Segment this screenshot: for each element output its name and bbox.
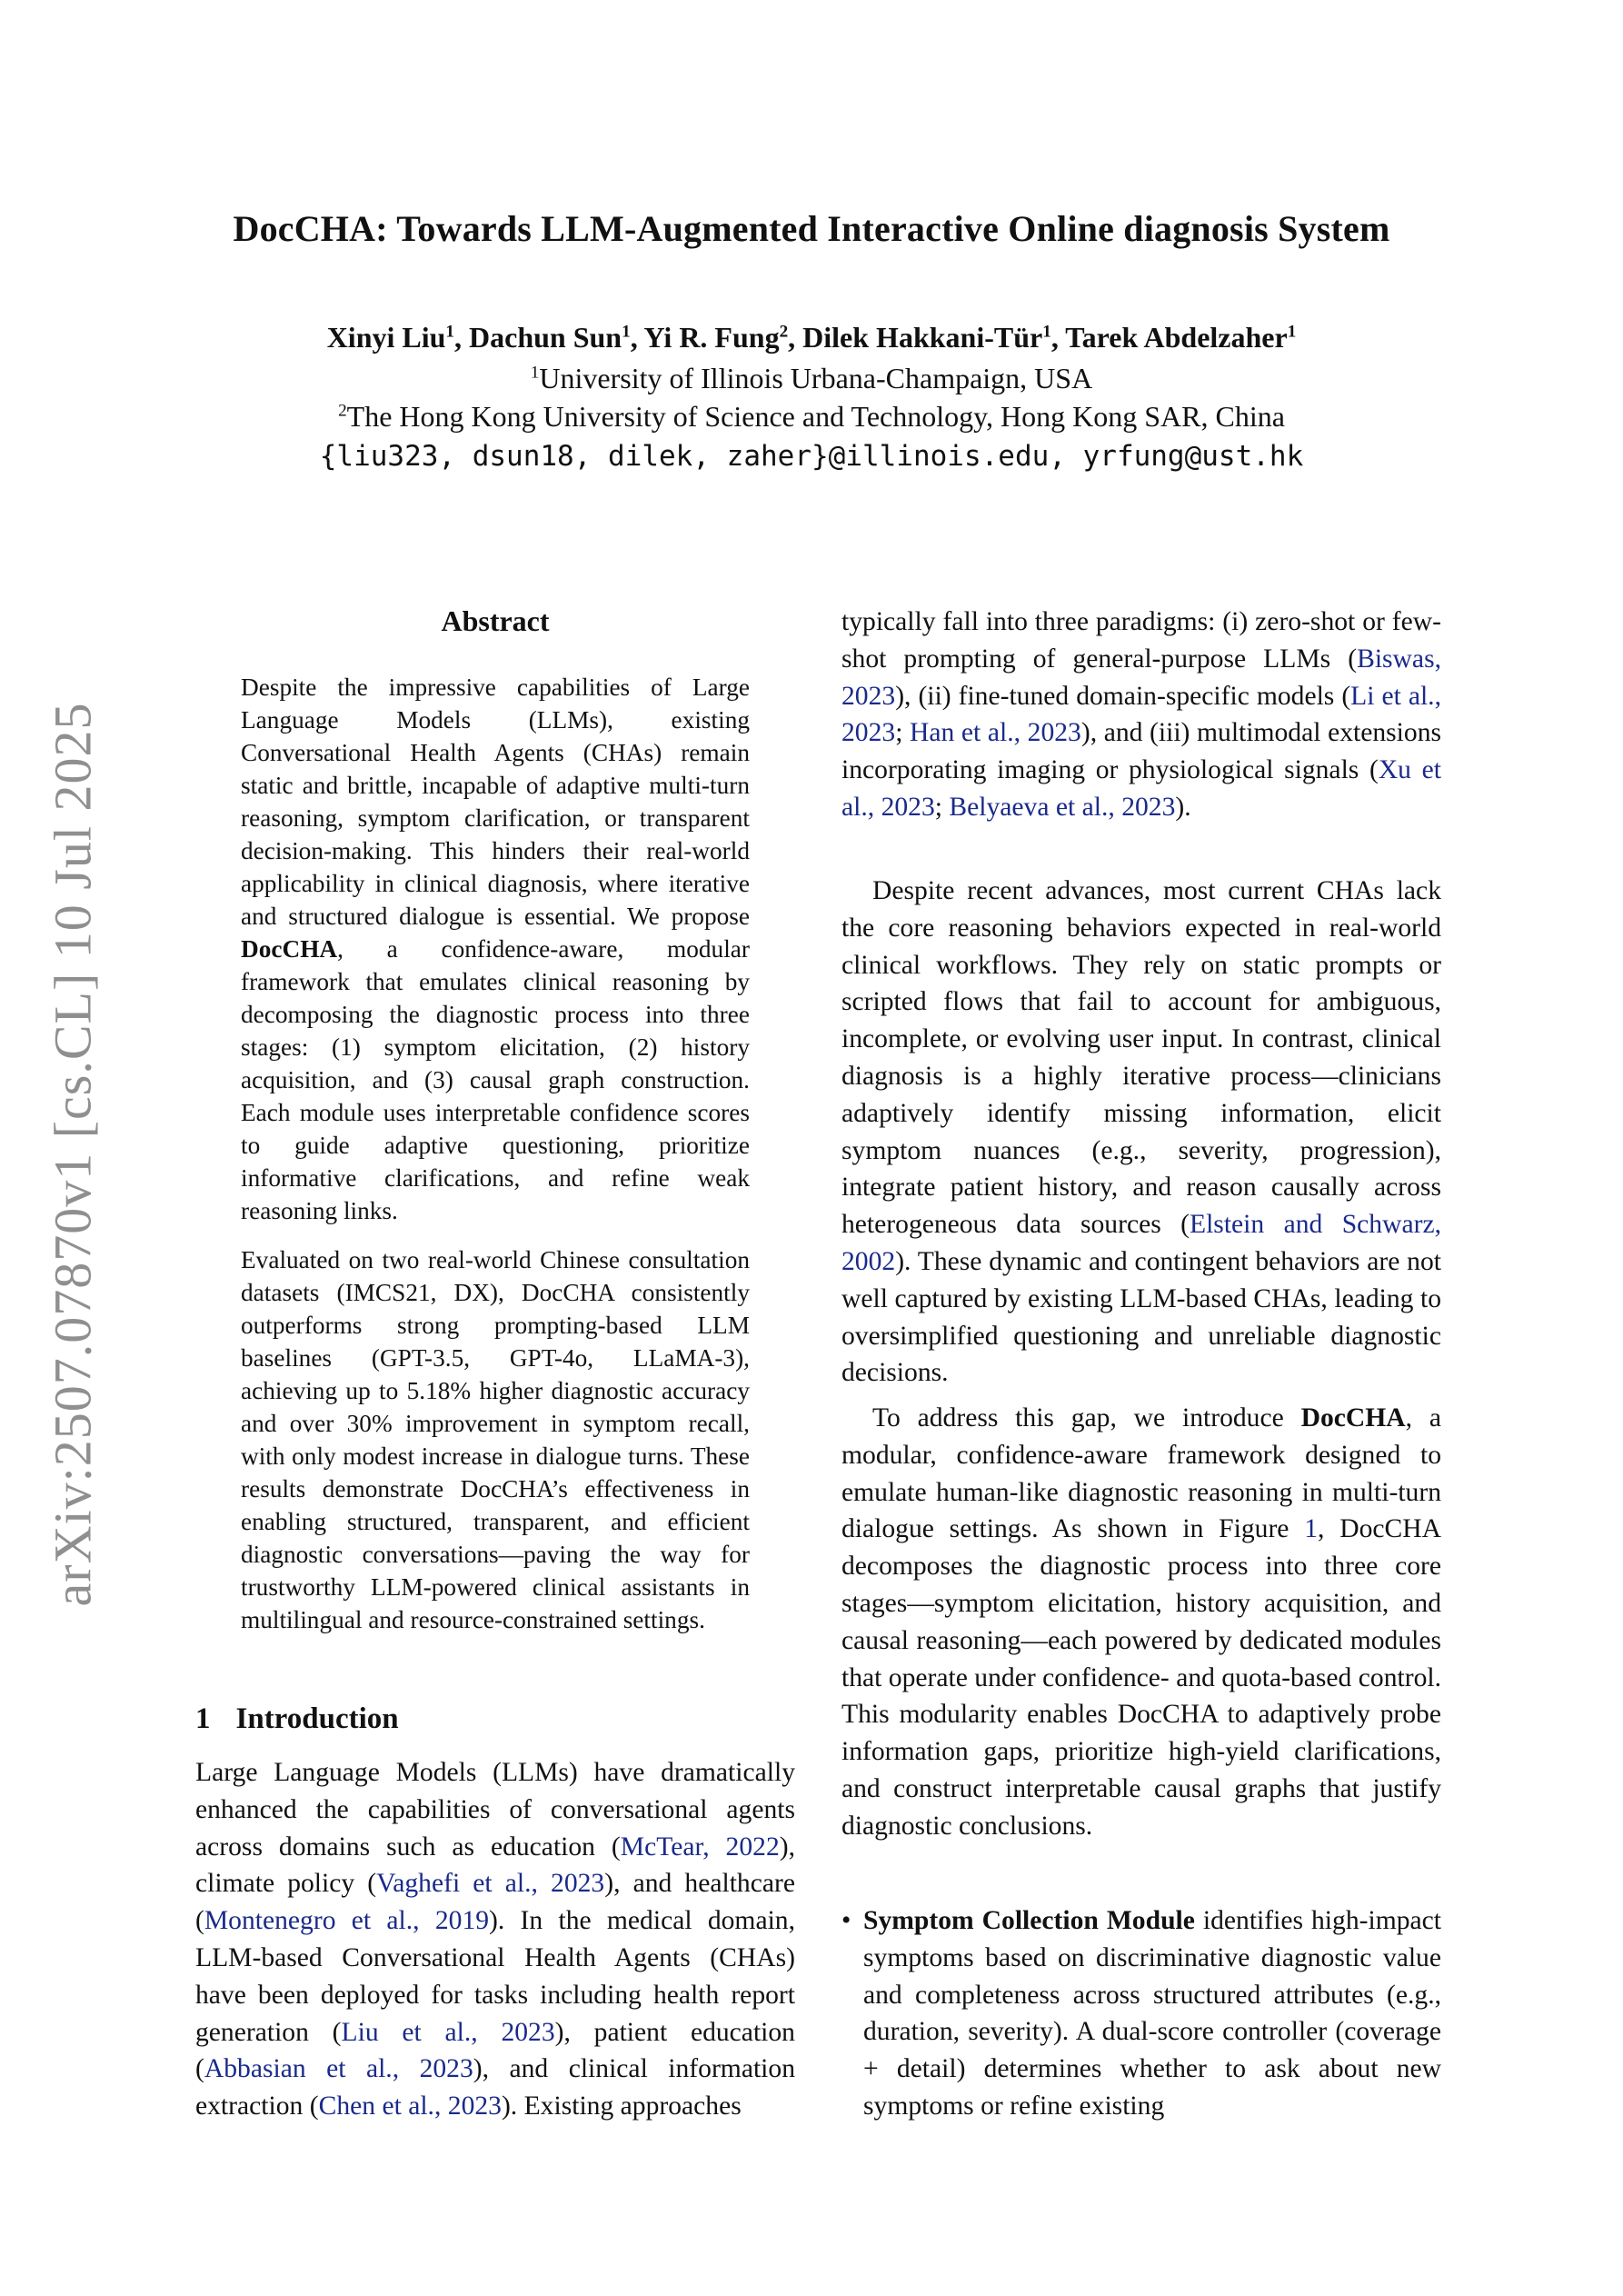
citation-link[interactable]: Elstein and Schwarz, 2002	[841, 1210, 1441, 1276]
author-name: Dilek Hakkani-Tür	[802, 321, 1043, 354]
abstract-paragraph-1: Despite the impressive capabilities of Large Language Models (LLMs), existing Conversational Health Agents (CHAs) remain static and brittle, incapable of adaptive multi-turn reasoning, symptom clarification, or transparent decision-making. This hinders their real-world applicability in clinical diagnosis, where iterative and structured dialogue is essential. We propose DocCHA, a confidence-aware, modular framework that emulates clinical reasoning by decomposing the diagnostic process into three stages: (1) symptom elicitation, (2) history acquisition, and (3) causal graph construction. Each module uses interpretable confidence scores to guide adaptive questioning, prioritize informative clarifications, and refine weak reasoning links.	[241, 674, 750, 1224]
section-number: 1	[195, 1702, 211, 1735]
citation-link[interactable]: Chen et al., 2023	[318, 2091, 502, 2121]
affiliation-mark: 2	[338, 401, 347, 421]
intro-paragraph-1: Large Language Models (LLMs) have dramatically enhanced the capabilities of conversational agents across domains such as education (McTear, 2022), climate policy (Vaghefi et al., 2023), and healthcare (Montenegro et al., 2019). In the medical domain, LLM-based Conversational Health Agents (CHAs) have been deployed for tasks including health report generation (Liu et al., 2023), patient education (Abbasian et al., 2023), and clinical information extraction (Chen et al., 2023). Existing approaches	[195, 1758, 796, 2121]
citation-link[interactable]: Biswas, 2023	[841, 644, 1441, 711]
intro-paragraph-3: To address this gap, we introduce DocCHA, a modular, confidence-aware framework designed to emulate human-like diagnostic reasoning in multi-turn dialogue settings. As shown in Figure 1, DocCHA decomposes the diagnostic process into three core stages—symptom elicitation, history acquisition, and causal reasoning—each powered by dedicated modules that operate under confidence- and quota-based control. This modularity enables DocCHA to adaptively probe information gaps, prioritize high-yield clarifications, and construct interpretable causal graphs that justify diagnostic conclusions.	[841, 1403, 1441, 1841]
citation-link[interactable]: Li et al., 2023	[841, 681, 1441, 748]
citation-link[interactable]: McTear, 2022	[620, 1832, 780, 1862]
citation-link[interactable]: Xu et al., 2023	[841, 755, 1441, 822]
section-heading-introduction	[195, 1702, 795, 1736]
affiliation-mark: 1	[445, 322, 454, 342]
abstract-paragraph-2: Evaluated on two real-world Chinese consultation datasets (IMCS21, DX), DocCHA consistently outperforms strong prompting-based LLM baselines (GPT-3.5, GPT-4o, LLaMA-3), achieving up to 5.18% higher diagnostic accuracy and over 30% improvement in symptom recall, with only modest increase in dialogue turns. These results demonstrate DocCHA’s effectiveness in enabling structured, transparent, and efficient diagnostic conversations—paving the way for trustworthy LLM-powered clinical assistants in multilingual and resource-constrained settings.	[241, 1246, 750, 1633]
system-name: DocCHA	[1300, 1403, 1406, 1433]
arxiv-sidebar	[32, 691, 114, 1618]
abstract-heading: Abstract	[441, 604, 550, 637]
author-name: Dachun Sun	[469, 321, 622, 354]
affiliation-2	[109, 400, 1514, 434]
module-bullet-item: • Symptom Collection Module identifies high-impact symptoms based on discriminative diagnostic value and completeness across structured attributes (e.g., duration, severity). A dual-score controller (coverage + detail) determines whether to ask about new symptoms or refine existing	[841, 1902, 1441, 2125]
intro-paragraph-2: Despite recent advances, most current CHAs lack the core reasoning behaviors expected in real-world clinical workflows. They rely on static prompts or scripted flows that fail to account for ambiguous, incomplete, or evolving user input. In contrast, clinical diagnosis is a highly iterative process—clinicians adaptively identify missing information, elicit symptom nuances (e.g., severity, progression), integrate patient history, and reason causally across heterogeneous data sources (Elstein and Schwarz, 2002). These dynamic and contingent behaviors are not well captured by existing LLM-based CHAs, leading to oversimplified questioning and unreliable diagnostic decisions.	[841, 876, 1441, 1388]
system-name: DocCHA	[241, 935, 338, 963]
citation-link[interactable]: Montenegro et al., 2019	[204, 1906, 490, 1936]
module-name: Symptom Collection Module	[863, 1906, 1195, 1935]
affiliation-text: The Hong Kong University of Science and Technology, Hong Kong SAR, China	[346, 400, 1285, 433]
author-name: Yi R. Fung	[643, 321, 780, 354]
citation-link[interactable]: Liu et al., 2023	[341, 2017, 555, 2047]
affiliation-text: University of Illinois Urbana-Champaign, USA	[539, 362, 1093, 394]
affiliation-mark: 1	[1287, 322, 1297, 342]
citation-link[interactable]: Abbasian et al., 2023	[204, 2054, 473, 2084]
affiliation-mark: 1	[622, 322, 631, 342]
affiliation-mark: 1	[530, 363, 540, 383]
author-emails: {liu323, dsun18, dilek, zaher}@illinois.edu, yrfung@ust.hk	[319, 440, 1304, 473]
citation-link[interactable]: Belyaeva et al., 2023	[949, 792, 1176, 822]
paper-title: DocCHA: Towards LLM-Augmented Interactive Online diagnosis System	[233, 208, 1390, 249]
bullet-marker: •	[841, 1906, 851, 1935]
author-name: Xinyi Liu	[326, 321, 446, 354]
author-list: Xinyi Liu$^1$, Dachun Sun$^1$, Yi R. Fung$^2$, Dilek Hakkani-Tür$^1$, Tarek Abdelzaher$^1$	[326, 321, 1297, 354]
section-title: Introduction	[235, 1702, 399, 1735]
citation-link[interactable]: Vaghefi et al., 2023	[376, 1869, 605, 1899]
affiliation-mark: 2	[779, 322, 789, 342]
affiliation-mark: 1	[1042, 322, 1051, 342]
figure-reference-link[interactable]: 1	[1304, 1514, 1319, 1544]
author-name: Tarek Abdelzaher	[1065, 321, 1288, 354]
arxiv-identifier: arXiv:2507.07870v1 [cs.CL] 10 Jul 2025	[43, 702, 103, 1607]
intro-paragraph-1-continued: typically fall into three paradigms: (i) zero-shot or few-shot prompting of general-purpose LLMs (Biswas, 2023), (ii) fine-tuned domain-specific models (Li et al., 2023; Han et al., 2023), and (iii) multimodal extensions incorporating imaging or physiological signals (Xu et al., 2023; Belyaeva et al., 2023).	[841, 607, 1442, 822]
citation-link[interactable]: Han et al., 2023	[910, 718, 1081, 748]
affiliation-1	[109, 362, 1514, 395]
